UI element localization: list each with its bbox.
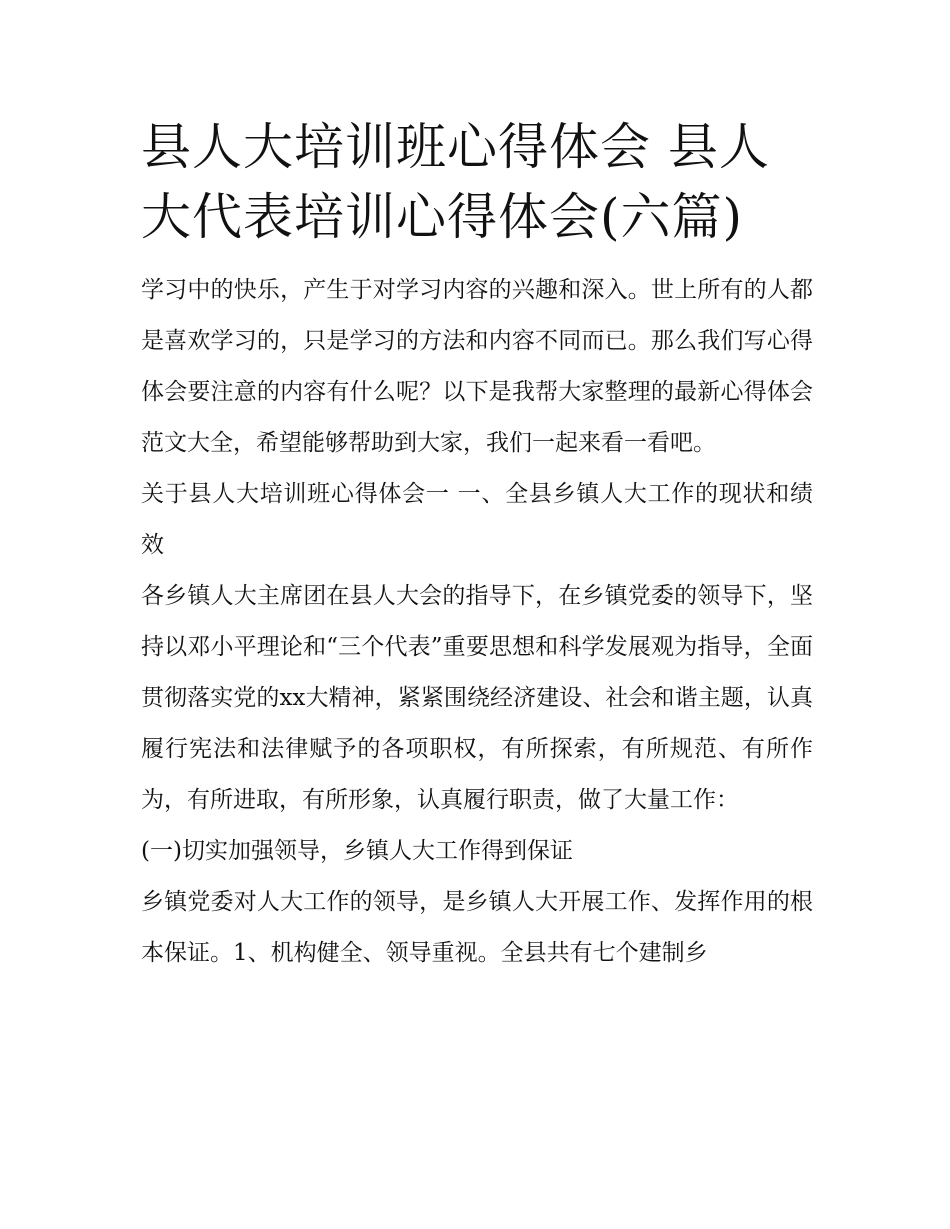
document-title: 县人大培训班心得体会 县人大代表培训心得体会(六篇) [141,118,770,246]
body-paragraph: 各乡镇人大主席团在县人大会的指导下，在乡镇党委的领导下，坚持以邓小平理论和“三个代表”重要思想和科学发展观为指导，全面贯彻落实党的xx大精神，紧紧围绕经济建设、社会和谐主题，认真履行宪法和法律赋予的各项职权，有所探索，有所规范、有所作为，有所进取，有所形象，认真履行职责，做了大量工作： [141,583,813,813]
intro-paragraph: 学习中的快乐，产生于对学习内容的兴趣和深入。世上所有的人都是喜欢学习的，只是学习的方法和内容不同而已。那么我们写心得体会要注意的内容有什么呢？以下是我帮大家整理的最新心得体会范文大全，希望能够帮助到大家，我们一起来看一看吧。 [141,277,813,456]
document-page [141,112,813,979]
body-paragraph: 乡镇党委对人大工作的领导，是乡镇人大开展工作、发挥作用的根本保证。1、机构健全、领导重视。全县共有七个建制乡 [141,889,813,966]
subsection-heading: (一)切实加强领导，乡镇人大工作得到保证 [141,838,573,864]
section-heading: 关于县人大培训班心得体会一 一、全县乡镇人大工作的现状和绩效 [141,481,813,558]
